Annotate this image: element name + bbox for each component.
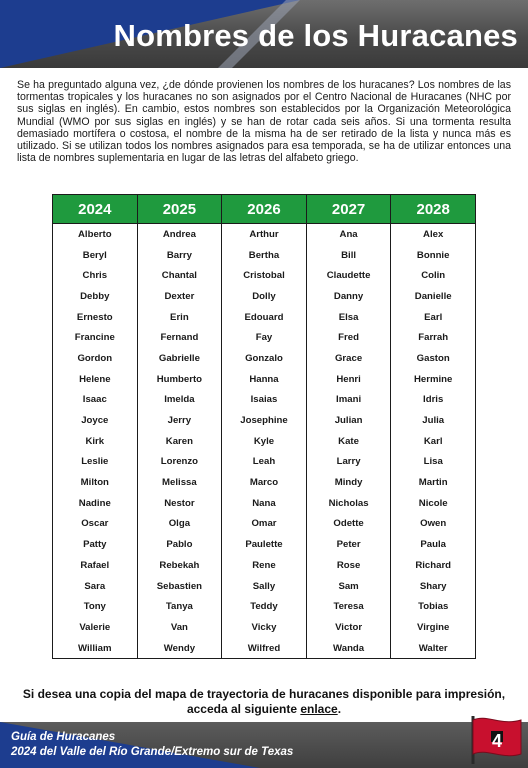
name-cell: Virgine	[391, 617, 476, 638]
name-cell: Edouard	[222, 307, 307, 328]
name-cell: Karen	[137, 431, 222, 452]
table-row	[53, 390, 476, 411]
name-cell: Chantal	[137, 265, 222, 286]
table-row	[53, 555, 476, 576]
name-cell: Lisa	[391, 452, 476, 473]
name-cell: Martin	[391, 472, 476, 493]
name-cell: Claudette	[306, 265, 391, 286]
table-row	[53, 472, 476, 493]
footer-line-1: Guía de Huracanes	[11, 731, 116, 743]
name-cell: Idris	[391, 390, 476, 411]
note-end: .	[337, 702, 342, 716]
name-cell: Ernesto	[53, 307, 138, 328]
name-cell: Nicholas	[306, 493, 391, 514]
name-cell: Jerry	[137, 410, 222, 431]
name-cell: Imelda	[137, 390, 222, 411]
name-cell: Rafael	[53, 555, 138, 576]
name-cell: Bill	[306, 245, 391, 266]
name-cell: Dolly	[222, 286, 307, 307]
name-cell: Rebekah	[137, 555, 222, 576]
name-cell: Nadine	[53, 493, 138, 514]
table-row	[53, 431, 476, 452]
table-row	[53, 265, 476, 286]
names-table-body	[53, 224, 476, 659]
name-cell: Vicky	[222, 617, 307, 638]
name-cell: Isaac	[53, 390, 138, 411]
name-cell: Alex	[391, 224, 476, 245]
name-cell: Fay	[222, 327, 307, 348]
table-row	[53, 348, 476, 369]
year-header-2024: 2024	[53, 195, 138, 224]
name-cell: Bertha	[222, 245, 307, 266]
name-cell: Kirk	[53, 431, 138, 452]
intro-paragraph: Se ha preguntado alguna vez, ¿de dónde provienen los nombres de los huracanes? Los nombres de las tormentas tropicales y los huracanes no son asignados por el Centro Nacional de Huracanes (NHC por sus siglas en inglés). En cambio, estos nombres son establecidos por la Organización Meteorológica Mundial (WMO por sus siglas en inglés) y se han de rotar cada seis años. Si una tormenta resulta demasiado mortífera o costosa, el nombre de la misma ha de ser retirado de la lista y nunca más es utilizado. Si se utilizan todos los nombres asignados para esa temporada, se ha de utilizar entonces una lista de nombres suplementaria en lugar de las letras del alfabeto griego.	[17, 79, 511, 165]
name-cell: Wanda	[306, 638, 391, 659]
name-cell: Owen	[391, 514, 476, 535]
name-cell: Fred	[306, 327, 391, 348]
name-cell: Hanna	[222, 369, 307, 390]
name-cell: Kate	[306, 431, 391, 452]
name-cell: Gabrielle	[137, 348, 222, 369]
name-cell: Nana	[222, 493, 307, 514]
name-cell: Danny	[306, 286, 391, 307]
name-cell: Tanya	[137, 596, 222, 617]
name-cell: Gonzalo	[222, 348, 307, 369]
table-row	[53, 514, 476, 535]
name-cell: Dexter	[137, 286, 222, 307]
name-cell: Gaston	[391, 348, 476, 369]
table-row	[53, 327, 476, 348]
name-cell: Henri	[306, 369, 391, 390]
table-row	[53, 245, 476, 266]
year-header-row	[53, 195, 476, 224]
name-cell: Patty	[53, 534, 138, 555]
name-cell: Lorenzo	[137, 452, 222, 473]
table-row	[53, 307, 476, 328]
name-cell: Sally	[222, 576, 307, 597]
name-cell: Valerie	[53, 617, 138, 638]
table-row	[53, 286, 476, 307]
name-cell: Arthur	[222, 224, 307, 245]
name-cell: Sam	[306, 576, 391, 597]
name-cell: Wilfred	[222, 638, 307, 659]
name-cell: Barry	[137, 245, 222, 266]
name-cell: Sebastien	[137, 576, 222, 597]
name-cell: Danielle	[391, 286, 476, 307]
name-cell: Tobias	[391, 596, 476, 617]
hurricane-names-table	[52, 194, 476, 659]
year-header-2028: 2028	[391, 195, 476, 224]
name-cell: Teresa	[306, 596, 391, 617]
table-row	[53, 617, 476, 638]
name-cell: Julian	[306, 410, 391, 431]
footer-line-2: 2024 del Valle del Río Grande/Extremo sur de Texas	[11, 746, 294, 758]
name-cell: Hermine	[391, 369, 476, 390]
name-cell: Cristobal	[222, 265, 307, 286]
name-cell: Beryl	[53, 245, 138, 266]
name-cell: Debby	[53, 286, 138, 307]
name-cell: Teddy	[222, 596, 307, 617]
name-cell: Melissa	[137, 472, 222, 493]
table-row	[53, 452, 476, 473]
name-cell: Nestor	[137, 493, 222, 514]
name-cell: Ana	[306, 224, 391, 245]
name-cell: Mindy	[306, 472, 391, 493]
name-cell: William	[53, 638, 138, 659]
name-cell: Olga	[137, 514, 222, 535]
name-cell: Sara	[53, 576, 138, 597]
name-cell: Pablo	[137, 534, 222, 555]
note-text: Si desea una copia del mapa de trayectoria de huracanes disponible para impresión, acceda al siguiente	[22, 687, 506, 716]
name-cell: Rose	[306, 555, 391, 576]
name-cell: Elsa	[306, 307, 391, 328]
name-cell: Alberto	[53, 224, 138, 245]
name-cell: Peter	[306, 534, 391, 555]
name-cell: Leslie	[53, 452, 138, 473]
name-cell: Odette	[306, 514, 391, 535]
footer-banner	[0, 722, 528, 768]
name-cell: Oscar	[53, 514, 138, 535]
name-cell: Andrea	[137, 224, 222, 245]
name-cell: Helene	[53, 369, 138, 390]
name-cell: Leah	[222, 452, 307, 473]
name-cell: Isaias	[222, 390, 307, 411]
name-cell: Fernand	[137, 327, 222, 348]
name-cell: Victor	[306, 617, 391, 638]
name-cell: Colin	[391, 265, 476, 286]
year-header-2026: 2026	[222, 195, 307, 224]
name-cell: Joyce	[53, 410, 138, 431]
name-cell: Humberto	[137, 369, 222, 390]
name-cell: Grace	[306, 348, 391, 369]
name-cell: Richard	[391, 555, 476, 576]
name-cell: Omar	[222, 514, 307, 535]
name-cell: Kyle	[222, 431, 307, 452]
table-row	[53, 596, 476, 617]
name-cell: Earl	[391, 307, 476, 328]
name-cell: Erin	[137, 307, 222, 328]
map-link[interactable]: enlace	[300, 702, 338, 716]
name-cell: Nicole	[391, 493, 476, 514]
name-cell: Paulette	[222, 534, 307, 555]
name-cell: Bonnie	[391, 245, 476, 266]
name-cell: Wendy	[137, 638, 222, 659]
name-cell: Francine	[53, 327, 138, 348]
table-row	[53, 369, 476, 390]
table-row	[53, 576, 476, 597]
map-copy-note	[20, 687, 508, 717]
name-cell: Karl	[391, 431, 476, 452]
page-number: 4	[492, 731, 503, 751]
name-cell: Van	[137, 617, 222, 638]
name-cell: Julia	[391, 410, 476, 431]
name-cell: Josephine	[222, 410, 307, 431]
table-row	[53, 493, 476, 514]
header-banner	[0, 0, 528, 68]
name-cell: Rene	[222, 555, 307, 576]
name-cell: Walter	[391, 638, 476, 659]
name-cell: Tony	[53, 596, 138, 617]
table-row	[53, 224, 476, 245]
name-cell: Paula	[391, 534, 476, 555]
name-cell: Imani	[306, 390, 391, 411]
name-cell: Larry	[306, 452, 391, 473]
table-row	[53, 638, 476, 659]
name-cell: Chris	[53, 265, 138, 286]
name-cell: Shary	[391, 576, 476, 597]
name-cell: Marco	[222, 472, 307, 493]
name-cell: Gordon	[53, 348, 138, 369]
page-title: Nombres de los Huracanes	[113, 18, 518, 53]
year-header-2027: 2027	[306, 195, 391, 224]
table-row	[53, 534, 476, 555]
footer-title	[11, 730, 293, 760]
name-cell: Farrah	[391, 327, 476, 348]
table-row	[53, 410, 476, 431]
year-header-2025: 2025	[137, 195, 222, 224]
name-cell: Milton	[53, 472, 138, 493]
